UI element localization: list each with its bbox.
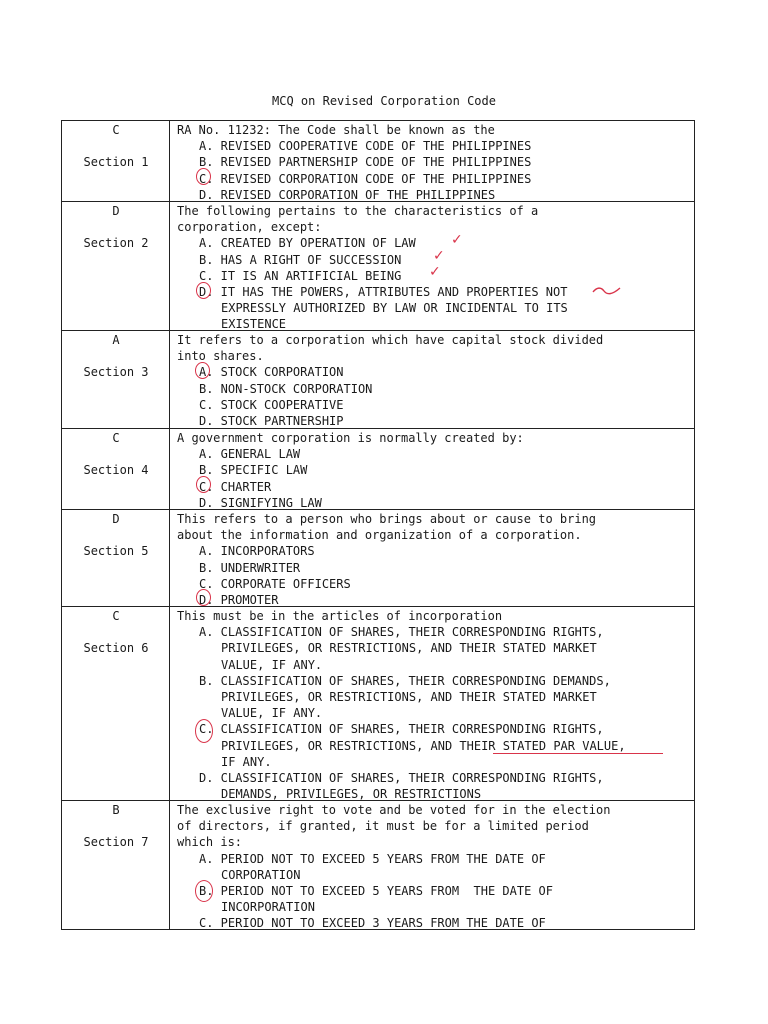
question-text: into shares. (177, 349, 264, 364)
answer-cell (62, 121, 170, 201)
answer-letter: C (112, 123, 120, 137)
option-line: C. CORPORATE OFFICERS (199, 576, 351, 591)
answer-cell (62, 331, 170, 428)
section-label: Section 2 (83, 236, 149, 250)
answer-letter: A (112, 333, 120, 347)
answer-letter: C (112, 609, 120, 623)
option-line: DEMANDS, PRIVILEGES, OR RESTRICTIONS (221, 787, 482, 802)
option-line: C. REVISED CORPORATION CODE OF THE PHILIPPINES (199, 171, 532, 186)
answer-cell (62, 801, 170, 929)
question-text: This refers to a person who brings about or cause to bring (177, 512, 597, 526)
option-line: A. STOCK CORPORATION (199, 365, 344, 380)
option-line: A. PERIOD NOT TO EXCEED 5 YEARS FROM THE DATE OF (199, 851, 546, 866)
table-row (62, 510, 694, 607)
option-line: D. CLASSIFICATION OF SHARES, THEIR CORRESPONDING RIGHTS, (199, 771, 604, 786)
option-line: PRIVILEGES, OR RESTRICTIONS, AND THEIR STATED PAR VALUE, (221, 738, 626, 753)
question-text: The exclusive right to vote and be voted for in the election (177, 803, 611, 817)
option-line: IF ANY. (221, 754, 272, 769)
option-line: PRIVILEGES, OR RESTRICTIONS, AND THEIR STATED MARKET (221, 641, 597, 656)
page-title: MCQ on Revised Corporation Code (272, 94, 496, 108)
option-line: C. PERIOD NOT TO EXCEED 3 YEARS FROM THE DATE OF (199, 916, 546, 931)
option-line: D. SIGNIFYING LAW (199, 495, 322, 510)
question-cell (177, 608, 689, 802)
answer-letter: D (112, 204, 120, 218)
section-label: Section 4 (83, 463, 149, 477)
option-line: D. STOCK PARTNERSHIP (199, 414, 344, 429)
option-line: INCORPORATION (221, 900, 315, 915)
option-line: B. UNDERWRITER (199, 560, 301, 575)
table-row (62, 607, 694, 801)
option-line: B. REVISED PARTNERSHIP CODE OF THE PHILIPPINES (199, 155, 532, 170)
option-line: VALUE, IF ANY. (221, 657, 323, 672)
option-line: A. REVISED COOPERATIVE CODE OF THE PHILIPPINES (199, 139, 532, 154)
option-line: A. INCORPORATORS (199, 544, 315, 559)
option-line: C. STOCK COOPERATIVE (199, 397, 344, 412)
option-line: A. CREATED BY OPERATION OF LAW (199, 236, 416, 251)
option-line: CORPORATION (221, 867, 301, 882)
question-text: which is: (177, 835, 243, 850)
answer-letter: B (112, 803, 120, 817)
option-line: C. CLASSIFICATION OF SHARES, THEIR CORRESPONDING RIGHTS, (199, 722, 604, 737)
option-line: C. IT IS AN ARTIFICIAL BEING (199, 268, 402, 283)
option-line: D. REVISED CORPORATION OF THE PHILIPPINES (199, 187, 496, 202)
option-line: C. CHARTER (199, 479, 272, 494)
question-text: RA No. 11232: The Code shall be known as the (177, 123, 495, 137)
question-cell (177, 802, 689, 932)
table-row (62, 429, 694, 510)
option-line: EXISTENCE (221, 317, 287, 332)
option-line: A. GENERAL LAW (199, 447, 301, 462)
question-text: about the information and organization of a corporation. (177, 528, 582, 543)
question-text: of directors, if granted, it must be for a limited period (177, 819, 589, 834)
question-text: A government corporation is normally created by: (177, 431, 524, 445)
question-text: The following pertains to the characteristics of a (177, 204, 539, 218)
table-row (62, 801, 694, 929)
question-cell (177, 511, 689, 608)
mcq-table (61, 120, 695, 930)
section-label: Section 6 (83, 641, 149, 655)
option-line: B. SPECIFIC LAW (199, 463, 308, 478)
option-line: B. PERIOD NOT TO EXCEED 5 YEARS FROM THE DATE OF (199, 884, 554, 899)
answer-cell (62, 607, 170, 800)
question-cell (177, 430, 689, 511)
option-line: PRIVILEGES, OR RESTRICTIONS, AND THEIR STATED MARKET (221, 690, 597, 705)
question-cell (177, 122, 689, 203)
answer-cell (62, 429, 170, 509)
answer-cell (62, 510, 170, 606)
check-icon: ✓ (451, 232, 463, 248)
question-cell (177, 203, 689, 333)
table-row (62, 202, 694, 331)
question-cell (177, 332, 689, 429)
option-line: B. NON-STOCK CORPORATION (199, 381, 373, 396)
section-label: Section 5 (83, 544, 149, 558)
answer-letter: C (112, 431, 120, 445)
option-line: D. PROMOTER (199, 593, 279, 608)
option-line: B. HAS A RIGHT OF SUCCESSION (199, 252, 402, 267)
section-label: Section 1 (83, 155, 149, 169)
option-line: D. IT HAS THE POWERS, ATTRIBUTES AND PROPERTIES NOT (199, 285, 568, 300)
table-row (62, 121, 694, 202)
option-line: VALUE, IF ANY. (221, 706, 323, 721)
option-line: EXPRESSLY AUTHORIZED BY LAW OR INCIDENTAL TO ITS (221, 301, 568, 316)
question-text: corporation, except: (177, 220, 322, 235)
question-text: This must be in the articles of incorporation (177, 609, 503, 623)
option-line: A. CLASSIFICATION OF SHARES, THEIR CORRESPONDING RIGHTS, (199, 625, 604, 640)
section-label: Section 3 (83, 365, 149, 379)
section-label: Section 7 (83, 835, 149, 849)
question-text: It refers to a corporation which have capital stock divided (177, 333, 604, 347)
answer-cell (62, 202, 170, 330)
option-line: B. CLASSIFICATION OF SHARES, THEIR CORRESPONDING DEMANDS, (199, 673, 611, 688)
check-icon: ✓ (429, 264, 441, 280)
table-row (62, 331, 694, 429)
answer-letter: D (112, 512, 120, 526)
check-icon: ✓ (433, 248, 445, 264)
